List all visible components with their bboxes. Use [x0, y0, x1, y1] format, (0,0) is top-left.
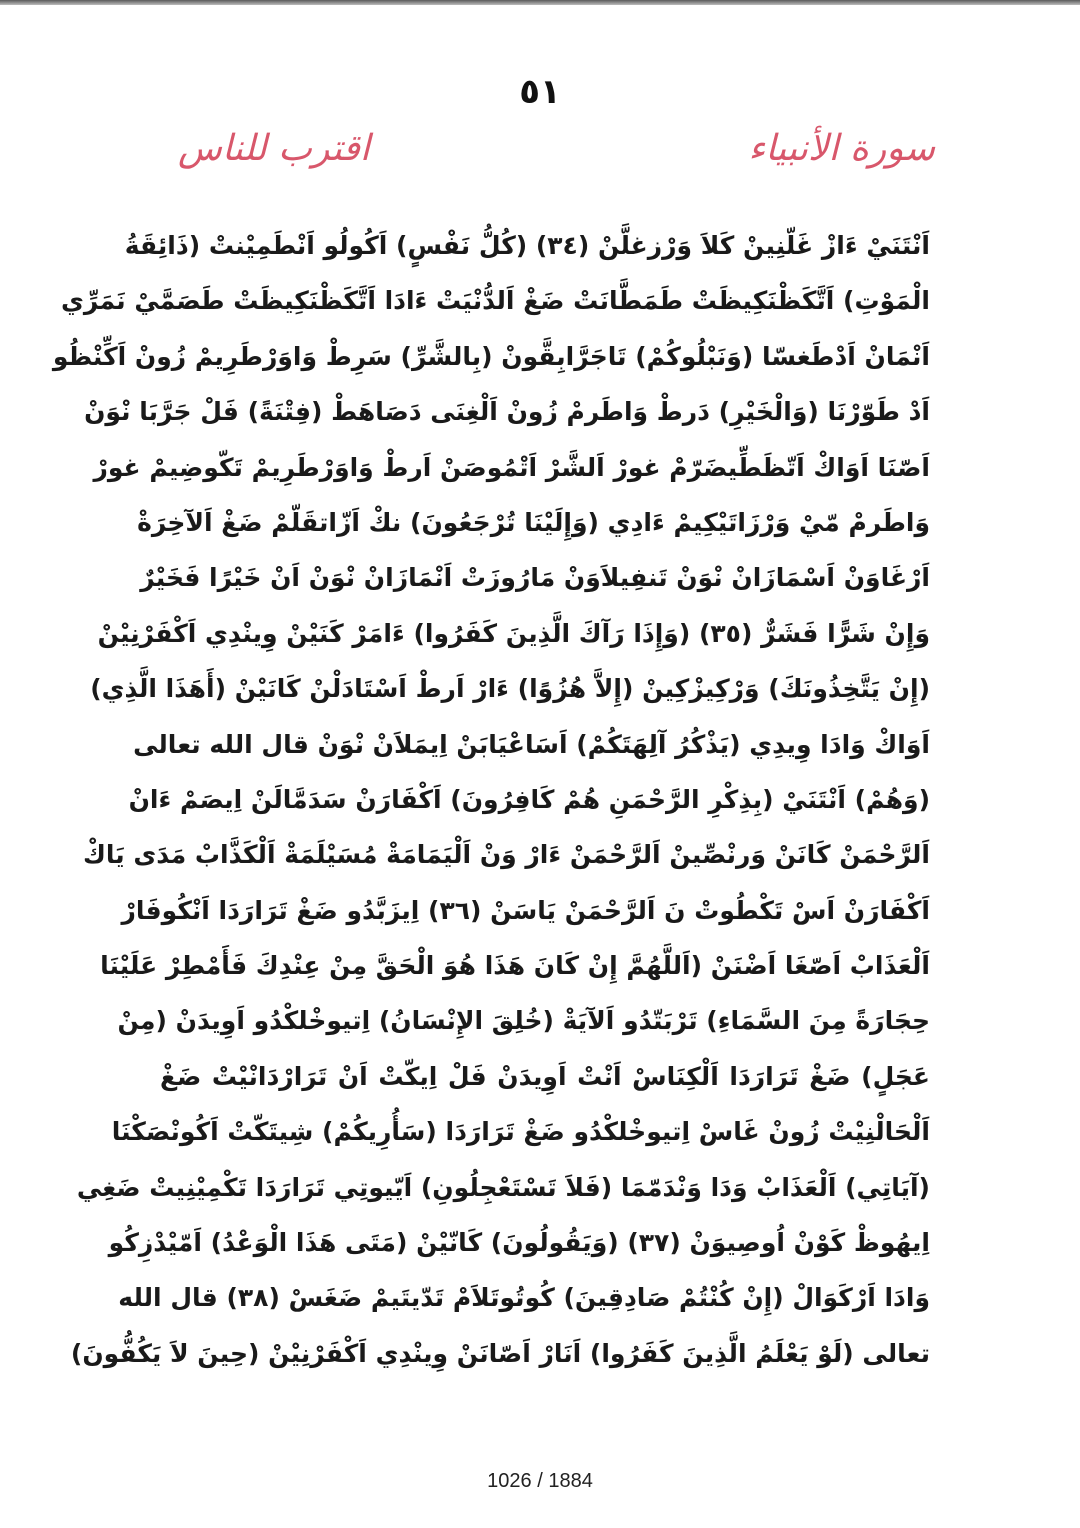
text-line: الْمَوْتِ) اَتَّكَظْنَكِيظَتْ طَمَطَّانَتْ ضَغْ اَلدُّنْيَتْ ءَادَا اَتَّكَظْنَكِيظَتْ طَصَمَّيْ نَمَرِّي — [61, 286, 930, 316]
text-line: اَكْفَارَنْ اَسْ تَكْطُوتْ نَ اَلرَّحْمَنْ يَاسَنْ (٣٦) اِيزَبَّدُو ضَغْ تَرَارَدَا اَنْكُوفَارْ — [121, 895, 930, 925]
text-line: (آيَاتِي) اَلْعَذَابْ وَدَا وَنْدَمّمَا (فَلاَ تَسْتَعْجِلُونِ) اَيّيوتِي تَرَارَدَا تَكْمِيْنِيتْ ضَغِي — [76, 1172, 930, 1202]
text-line: وَإِنْ شَرًّا فَشَرٌّ (٣٥) (وَإِذَا رَآكَ الَّذِينَ كَفَرُوا) ءَامَرْ كَنَيْنْ وِينْدِي اَكْفَرْنِيْنْ — [97, 618, 930, 648]
text-line: اَنْتَنَيْ ءَازْ غَلّنِينْ كَلاَ وَرْزغلَّنْ (٣٤) (كُلُّ نَفْسٍ) اَكُولُو اَنْطَمِيْنتْ (ذَائِقَةُ — [124, 231, 930, 260]
text-line: اَلرَّحْمَنْ كَانَنْ وَرنْصِّينْ اَلرَّحْمَنْ ءَارْ وَنْ اَلْيَمَامَةْ مُسَيْلَمَةْ اَلْكَذَّابْ مَدَى يَاكْ — [82, 840, 930, 870]
text-line: وَادَا اَرْكَوَالْ (إِنْ كُنْتُمْ صَادِقِينَ) كُوتُوتَلاَمْ تَدّيتَيمْ ضَغَسْ (٣٨) قال الله — [118, 1283, 930, 1313]
text-line: اَلْحَالْنِيْتْ زُونْ غَاسْ اِتيوخْلكْدُو ضَغْ تَرَارَدَا (سَأُرِيكُمْ) شِيتَكّتْ اَكُونْصَكْنَا — [111, 1117, 930, 1147]
text-line: حِجَارَةً مِنَ السَّمَاءِ) تَرْبَتّدُو اَلآيَةْ (خُلِقَ الإِنْسَانُ) اِتيوخْلكْدُو اَوِيدَنْ (مِنْ — [117, 1006, 930, 1036]
text-line: تعالى (لَوْ يَعْلَمُ الَّذِينَ كَفَرُوا) اَنَارْ اَصّانَنْ وِينْدِي اَكْفَرْنِيْنْ (حِينَ لاَ يَكُفُّونَ) — [70, 1338, 930, 1368]
tafsir-text-body — [52, 218, 930, 1381]
text-line: اَلْعَذَابْ اَصّغَا اَضْنَنْ (اَللَّهُمَّ إِنْ كَانَ هَذَا هُوَ الْحَقَّ مِنْ عِنْدِكَ فَأَمْطِرْ عَلَيْنَا — [100, 951, 930, 981]
text-line: اَصّنَا اَوَاكْ اَتّظَطِّيضَرّمْ غورْ اَلشَّرْ اَتْمُوصَنْ اَرطْ وَاوَرْطَرِيمْ تَكّوضِيمْ غورْ — [93, 452, 930, 482]
text-line: اِيهُوظْ كَوْنْ اُوصِيوَنْ (٣٧) (وَيَقُولُونَ) كَانّيْنْ (مَتَى هَذَا الْوَعْدُ) اَمّيْدْزِكُو — [108, 1228, 930, 1258]
text-line: عَجَلٍ) ضَغْ تَرَارَدَا اَلْكِنَاسْ اَنْتْ اَوِيدَنْ فَلْ اِيكّتْ اَنْ تَرَارْدَانْيْتْ ضَغْ — [160, 1061, 930, 1091]
surah-title-header: سورة الأنبياء — [748, 128, 935, 169]
page-number: ٥١ — [519, 72, 561, 112]
text-line: اَنْمَانْ اَدْطَغسّا (وَنَبْلُوكُمْ) تَاجَرَّابِقَّونْ (بِالشَّرِّ) سَرِطْ وَاوَرْطَرِيمْ زُونْ اَكِّنْظُو — [52, 341, 930, 371]
page-counter: 1026 / 1884 — [487, 1470, 593, 1492]
text-line: (وَهُمْ) اَنْتَنَيْ (بِذِكْرِ الرَّحْمَنِ هُمْ كَافِرُونَ) اَكْفَارَنْ سَدَمَّالَنْ اِيصَمْ ءَانْ — [128, 784, 930, 814]
text-line: اَدْ طَوّرْنَا (وَالْخَيْرِ) دَرطْ وَاطَرمْ زُونْ اَلْغِنَى دَصَاهَطْ (فِتْنَةً) فَلْ جَرَّبَا نْوَنْ — [84, 397, 930, 427]
text-line: اَرْغَاوَنْ اَسْمَازَانْ نْوَنْ تَنفِيلاَوَنْ مَارُوزَتْ اَنْمَازَانْ نْوَنْ اَنْ خَيْرًا فَخَيْرٌ — [140, 563, 930, 593]
text-line: اَوَاكْ وَادَا وِيدِي (يَذْكُرُ آلِهَتَكُمْ) اَسَاعْيَابَنْ اِيمَلاَنْ نْوَنْ قال الله تعالى — [133, 729, 930, 759]
text-line: (إِنْ يَتَّخِذُونَكَ) وَرْكِيزْكِينْ (إِلاَّ هُزُوًا) ءَارْ اَرطْ اَسْتَادَلْنْ كَانَيْنْ (أَهَذَا الَّذِي) — [90, 674, 930, 704]
text-line: وَاطَرمْ مّيْ وَرْزَاتَيْكِيمْ ءَادِي (وَإِلَيْنَا تُرْجَعُونَ) نكْ اَزّاتقَلّمْ ضَغْ اَلآخِرَةْ — [137, 507, 930, 537]
juz-title-header: اقترب للناس — [178, 128, 370, 169]
page-top-edge — [0, 0, 1080, 5]
